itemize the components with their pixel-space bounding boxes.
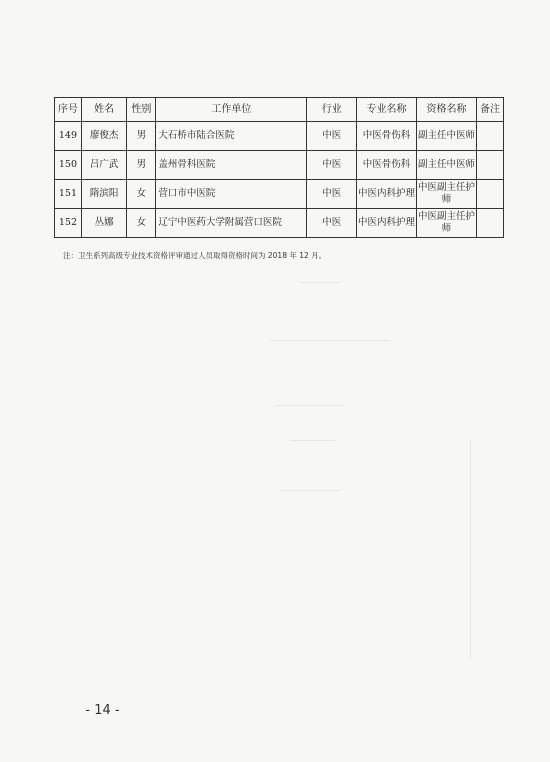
show-through-mark: [470, 440, 471, 660]
cell-major: 中医内科护理: [357, 180, 417, 209]
cell-remark: [477, 122, 504, 151]
table-row: [55, 151, 504, 180]
header-qualification: 资格名称: [417, 98, 477, 122]
cell-industry: 中医: [307, 180, 357, 209]
header-no: 序号: [55, 98, 82, 122]
header-name: 姓名: [81, 98, 127, 122]
show-through-mark: [290, 440, 335, 441]
show-through-mark: [275, 405, 345, 406]
cell-industry: 中医: [307, 209, 357, 238]
cell-no: 151: [55, 180, 82, 209]
cell-gender: 女: [127, 180, 156, 209]
cell-unit: 辽宁中医药大学附属营口医院: [156, 209, 307, 238]
table-header-row: [55, 98, 504, 122]
cell-remark: [477, 209, 504, 238]
cell-gender: 男: [127, 122, 156, 151]
cell-qualification: 中医副主任护师: [417, 180, 477, 209]
cell-qualification: 中医副主任护师: [417, 209, 477, 238]
cell-industry: 中医: [307, 122, 357, 151]
header-remark: 备注: [477, 98, 504, 122]
cell-major: 中医内科护理: [357, 209, 417, 238]
cell-name: 丛娜: [81, 209, 127, 238]
cell-industry: 中医: [307, 151, 357, 180]
cell-no: 152: [55, 209, 82, 238]
table-row: [55, 122, 504, 151]
header-gender: 性别: [127, 98, 156, 122]
table-row: [55, 209, 504, 238]
cell-name: 隋滨阳: [81, 180, 127, 209]
show-through-mark: [280, 490, 340, 491]
header-industry: 行业: [307, 98, 357, 122]
cell-no: 149: [55, 122, 82, 151]
cell-gender: 男: [127, 151, 156, 180]
show-through-mark: [270, 340, 390, 341]
cell-unit: 盖州骨科医院: [156, 151, 307, 180]
cell-major: 中医骨伤科: [357, 151, 417, 180]
header-unit: 工作单位: [156, 98, 307, 122]
cell-major: 中医骨伤科: [357, 122, 417, 151]
cell-name: 廖俊杰: [81, 122, 127, 151]
page-number: - 14 -: [85, 703, 120, 718]
show-through-mark: [300, 282, 340, 283]
cell-unit: 营口市中医院: [156, 180, 307, 209]
cell-qualification: 副主任中医师: [417, 122, 477, 151]
cell-unit: 大石桥市陆合医院: [156, 122, 307, 151]
cell-qualification: 副主任中医师: [417, 151, 477, 180]
cell-remark: [477, 180, 504, 209]
qualification-table: [54, 97, 504, 238]
cell-no: 150: [55, 151, 82, 180]
cell-remark: [477, 151, 504, 180]
cell-name: 吕广武: [81, 151, 127, 180]
cell-gender: 女: [127, 209, 156, 238]
header-major: 专业名称: [357, 98, 417, 122]
table-row: [55, 180, 504, 209]
footnote: 注：卫生系列高级专业技术资格评审通过人员取得资格时间为 2018 年 12 月。: [63, 251, 327, 260]
